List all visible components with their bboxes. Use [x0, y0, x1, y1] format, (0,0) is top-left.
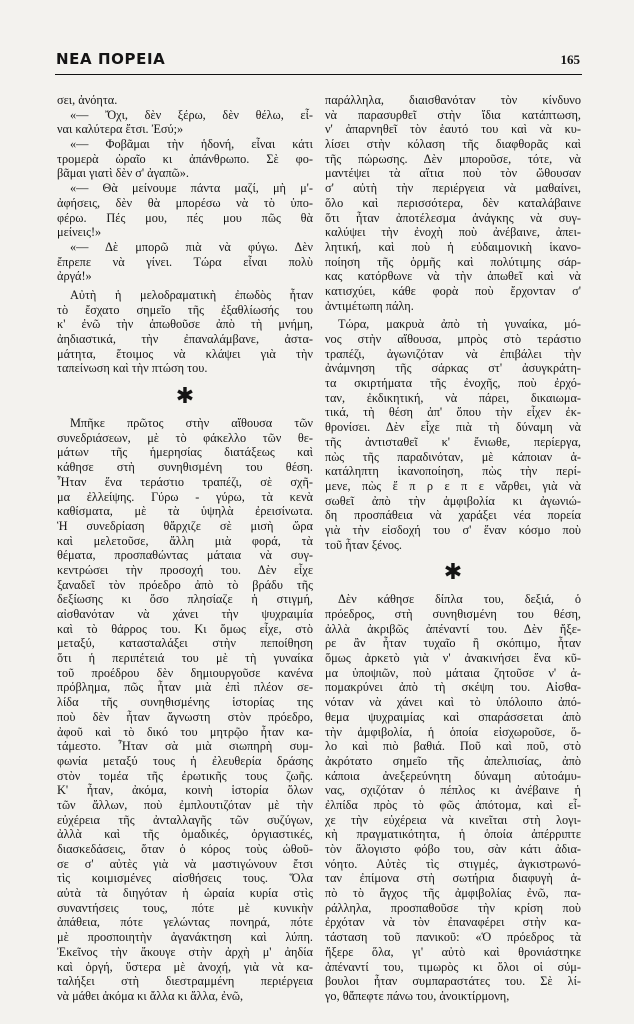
- text-line: τρομερὰ ὡραῖο κι ἀπάνθρωπο. Σὲ φο-: [57, 151, 313, 166]
- text-line: πρόεδρος, στὴ συνηθισμένη του θέση,: [325, 607, 581, 621]
- text-line: μα ὑποψιῶν, ποὺ μάταια ζητοῦσε ν' ἀ-: [325, 665, 581, 680]
- text-line: πομακρύνει ἀπὸ τὴ σκέψη του. Αἰσθα-: [325, 680, 581, 695]
- text-line: ἀηδιαστικά, τὴν ἐπαναλάμβανε, ἀστα-: [57, 332, 313, 346]
- text-line: στὸν τομέα τῆς ἐρωτικῆς τους ζωῆς.: [57, 768, 313, 783]
- text-column-left: [57, 93, 313, 1004]
- text-line: λο καὶ πιὸ βαθιά. Ποῦ καὶ ποῦ, στὸ: [325, 739, 581, 754]
- text-line: καὶ τὸ θάρρος του. Κι ὅμως εἶχε, στὸ: [57, 621, 313, 636]
- text-line: μενε, πὼς ἔ π ρ ε π ε νἄρθει, γιὰ νὰ: [325, 478, 581, 493]
- text-line: ποὺ δὲν ἦταν ἄγνωστη στὸν πρόεδρο,: [57, 709, 313, 724]
- text-line: βουλοι ἦταν συμπαραστάτες του. Σὲ λί-: [325, 974, 581, 989]
- paragraph: [57, 93, 313, 108]
- text-line: κὴ πραγματικότητα, ἡ ὁποία ἀπέρριπτε: [325, 827, 581, 842]
- text-line: καλύψει τὴν ἐνοχὴ ποὺ ἀνέβαινε, ἀπει-: [325, 225, 581, 240]
- paragraph: [325, 592, 581, 1003]
- text-line: Ἐκεῖνος τὴν ἄκουγε στὴν ἀρχὴ μ' ἀηδία: [57, 944, 313, 959]
- text-line: τοῦ προέδρου δὲν δημιουργοῦσε κανένα: [57, 665, 313, 680]
- text-line: φωνία μεταξύ τους ἡ ἐλευθερία δράσης: [57, 753, 313, 768]
- text-line: Κ' ἦταν, ἀκόμα, κοινὴ ἱστορία ὅλων: [57, 783, 313, 798]
- text-line: ἤξερε ὅλα, γι' αὐτὸ καὶ θρονιάστηκε: [325, 944, 581, 959]
- text-line: ἀνάμνηση τῆς σάρκας στ' ἀσυγκράτη-: [325, 361, 581, 376]
- text-line: Μπῆκε πρῶτος στὴν αἴθουσα τῶν: [70, 416, 313, 431]
- text-line: ὅμως ἀρκετὸ γιὰ ν' ἀνακινήσει ἕνα κῦ-: [325, 651, 581, 666]
- text-line: συνεδριάσεων, μὲ τὸ φάκελλο τῶν θε-: [57, 430, 313, 445]
- text-line: ν' ἀπαρνηθεῖ τὸν ἑαυτό του καὶ νὰ κυ-: [325, 122, 581, 137]
- text-line: ἀκρότατο σημεῖο τῆς ἀπελπισίας, ἀπὸ: [325, 753, 581, 768]
- text-line: μα ἐλλείψης. Γύρω - γύρω, τὰ κενὰ: [57, 489, 313, 504]
- text-line: πρόβλημα, πῶς ἦταν μιὰ ἐπὶ πλέον σε-: [57, 680, 313, 695]
- text-line: ταλήξει στὴ διεστραμμένη περιέργεια: [57, 974, 313, 989]
- text-line: πὼς τῆς παραδινόταν, μὲ κάποιαν ἀ-: [325, 449, 581, 464]
- text-line: ἐρχόταν νὰ τὸν ἐπαναφέρει στὴν κα-: [325, 915, 581, 930]
- text-line: θέματα, προσπαθώντας μάταια νὰ συγ-: [57, 548, 313, 563]
- text-line: δεξίωσης κι ὅσο πλησίαζε ἡ στιγμή,: [57, 592, 313, 607]
- text-line: μάτων τῆς ἡμερησίας διατάξεως καὶ: [57, 445, 313, 460]
- text-line: μαντέψει τὰ αἴτια ποὺ τὸν ὤθουσαν: [325, 166, 581, 181]
- paragraph: [57, 181, 313, 240]
- text-line: τὶς κοιμισμένες αἰσθήσεις τους. Ὅλα: [57, 871, 313, 886]
- text-line: «— Θὰ μείνουμε πάντα μαζί, μὴ μ'-: [70, 181, 313, 196]
- text-line: μάτητα, ἕτοιμος νὰ κλάψει γιὰ τὴν: [57, 346, 313, 361]
- text-line: σ' αὐτὴ τὴν περιέργεια νὰ μαθαίνει,: [325, 181, 581, 196]
- text-line: καὶ ὀργή, ὕστερα μὲ ἀνοχή, γιὰ νὰ κα-: [57, 959, 313, 974]
- text-line: δη προσπάθεια νὰ χαράξει νέα πορεία: [325, 508, 581, 523]
- text-line: ὅτι ἡ περιπέτειά του μὲ τὴ γυναίκα: [57, 651, 313, 666]
- text-column-right: [325, 93, 581, 1004]
- paragraph: [57, 137, 313, 181]
- text-line: ἀλλὰ ἀκριβῶς ἀπέναντί του. Δὲν ἤξε-: [325, 621, 581, 636]
- paragraph: [57, 288, 313, 376]
- text-line: τικά, τὴ θέση ἀπ' ὅπου τὴν εἶχεν ἐκ-: [325, 405, 581, 420]
- text-line: ράλληλα, προσπαθοῦσε τὴν κρίση ποὺ: [325, 900, 581, 915]
- text-line: ἀφοῦ καὶ τὸ δικό του μητρῷο ἦταν κα-: [57, 724, 313, 739]
- text-line: νὰ παρασυρθεῖ στὴν ἴδια κατάπτωση,: [325, 107, 581, 122]
- text-line: παράλληλα, διαισθανόταν τὸν κίνδυνο: [325, 93, 581, 107]
- text-line: μεταξύ, κατασταλάξει στὴν πεποίθηση: [57, 636, 313, 651]
- header-rule: [55, 74, 582, 75]
- text-line: ἐλπίδα πρὸς τὸ φῶς ἀπότομα, καὶ εἶ-: [325, 797, 581, 812]
- text-line: Αὐτὴ ἡ μελοδραματικὴ ἐπωδὸς ἦταν: [70, 287, 313, 302]
- text-line: νας, σχιζόταν ὁ πέπλος κι ἀνέβαινε ἡ: [325, 783, 581, 798]
- text-line: Ἡ συνεδρίαση θἄρχιζε σὲ μισὴ ὥρα: [57, 518, 313, 533]
- text-line: κατισχύει, κάθε φορὰ ποὺ ἔρχονταν σ': [325, 283, 581, 298]
- text-line: τὴν ἀμφιβολία, ἡ ὁποία εἰσχωροῦσε, ὅ-: [325, 724, 581, 739]
- text-line: σει, ἀνόητα.: [57, 93, 118, 107]
- text-line: ταν ἐπίμονα στὴ σωτήρια διαφυγὴ ἀ-: [325, 871, 581, 886]
- text-line: καὶ μελετοῦσε, ἄλλη μιὰ φορά, τὰ: [57, 533, 313, 548]
- text-line: τοῦ ἦταν ξένος.: [325, 537, 402, 552]
- text-line: ναι καλύτερα ἔτσι. Ἐσύ;»: [57, 122, 184, 137]
- text-line: ἀπέναντί του, τιμωρὸς κι ὅλοι οἱ σύμ-: [325, 959, 581, 974]
- text-line: κ' ἐνῶ τὴν ἀπωθοῦσε ἀπὸ τὴ μνήμη,: [57, 317, 313, 332]
- paragraph: [325, 93, 581, 313]
- text-line: χε τὴν εὐχέρεια νὰ κινεῖται στὴ λογι-: [325, 812, 581, 827]
- text-line: βᾶμαι γιατὶ δὲν σ' ἀγαπῶ».: [57, 166, 189, 181]
- text-line: θρονίσει. Δὲν εἶχε πιὰ τὴ δύναμη νὰ: [325, 420, 581, 435]
- text-line: «— Ὄχι, δὲν ξέρω, δὲν θέλω, εἶ-: [70, 107, 313, 122]
- text-line: φέρω. Πές μου, πές μου πῶς θὰ: [57, 210, 313, 225]
- text-line: «— Δὲ μπορῶ πιὰ νὰ φύγω. Δὲν: [70, 239, 313, 254]
- text-line: τάμεστο. Ἦταν σὰ μιὰ σιωπηρὴ συμ-: [57, 739, 313, 754]
- text-line: πὸ τὸ ἄγχος τῆς ἀμφιβολίας ἐνῶ, πα-: [325, 886, 581, 901]
- text-line: λίδα τῆς συνηθισμένης ἱστορίας της: [57, 695, 313, 710]
- text-line: Δὲν κάθησε δίπλα του, δεξιά, ὁ: [338, 592, 581, 607]
- text-line: ἀλλὰ καὶ τῆς ὁμαδικές, ὀργιαστικές,: [57, 827, 313, 842]
- text-line: Τώρα, μακρυὰ ἀπὸ τὴ γυναίκα, μό-: [338, 317, 581, 332]
- text-line: καθίσματα, μὲ τὰ ὑψηλὰ ἐρεισίνωτα.: [57, 504, 313, 519]
- page-number: 165: [560, 52, 580, 67]
- paragraph: [57, 240, 313, 284]
- text-line: ταπείνωση καὶ τὴν πτώση του.: [57, 361, 208, 376]
- section-separator: ✱: [443, 559, 463, 585]
- text-line: ξαναδεῖ τὸν πρόεδρο ἀπὸ τὸ βράδυ τῆς: [57, 577, 313, 592]
- text-line: γιὰ τὴν εἰσδοχή του σ' ἕναν κόσμο ποὺ: [325, 522, 581, 537]
- text-line: σωθεῖ ἀπὸ τὴν ἀμφιβολία κι ἀγωνιώ-: [325, 493, 581, 508]
- text-line: τὸ ἔσχατο σημεῖο τῆς ἐξαθλίωσής του: [57, 302, 313, 317]
- text-line: λίσει στὴν κόλαση τῆς διαφθορᾶς καὶ: [325, 137, 581, 152]
- text-line: τῆς ἀντισταθεῖ κ' ἔνιωθε, περίεργα,: [325, 434, 581, 449]
- text-line: κάποια ἀνεξερεύνητη δύναμη αὐτοάμυ-: [325, 768, 581, 783]
- text-line: τάσταση τοῦ πανικοῦ: «Ὁ πρόεδρος τὰ: [325, 930, 581, 945]
- text-line: τῶν ἄλλων, ποὺ ἐμπλουτιζόταν μὲ τὴν: [57, 797, 313, 812]
- text-line: ταν, ἐκδικητική, νὰ πάρει, δικαιωμα-: [325, 390, 581, 405]
- paragraph: [57, 416, 313, 1004]
- text-line: συναντήσεις τους, πότε μὲ κυνικὴν: [57, 900, 313, 915]
- text-line: εὐχέρεια τῆς ἀνταλλαγῆς τῶν συζύγων,: [57, 812, 313, 827]
- text-line: κάθησε στὴ συνηθισμένη του θέση.: [57, 460, 313, 475]
- text-line: ρε ἂν ἦταν τυχαῖο ἢ σκόπιμο, ἦταν: [325, 636, 581, 651]
- text-line: νόταν νὰ χάνει καὶ τὸ ὑπόλοιπο ἀπό-: [325, 695, 581, 710]
- text-line: ἔπρεπε νὰ γίνει. Τώρα εἶναι πολὺ: [57, 254, 313, 269]
- text-line: «— Φοβᾶμαι τὴν ἡδονή, εἶναι κάτι: [70, 137, 313, 152]
- running-title: ΝΕΑ ΠΟΡΕΙΑ: [56, 50, 166, 68]
- text-line: ὅτι ἦταν ἀποτέλεσμα ἀνάγκης νὰ συγ-: [325, 210, 581, 225]
- text-line: μὲ προσποιητὴν ἀγανάκτηση καὶ λύπη.: [57, 930, 313, 945]
- text-line: Ἦταν ἕνα τεράστιο τραπέζι, σὲ σχῆ-: [57, 474, 313, 489]
- text-line: ἀργά!»: [57, 269, 92, 284]
- text-line: θεμα ψυχραιμίας καὶ σπαράσσεται ἀπὸ: [325, 709, 581, 724]
- text-line: νος στὴν αἴθουσα, μπρὸς στὸ τεράστιο: [325, 332, 581, 346]
- text-line: κας κατόρθωνε νὰ τὴν ἀπωθεῖ καὶ νὰ: [325, 269, 581, 284]
- text-line: λητική, καὶ ποὺ ἡ εὐδαιμονικὴ ἱκανο-: [325, 239, 581, 254]
- text-line: τὸν ἄλογιστο φόβο του, σὰν κάτι ἀδια-: [325, 842, 581, 856]
- text-line: διασκεδάσεις, ὅταν ὁ κόρος τοὺς ὠθοῦ-: [57, 842, 313, 856]
- text-line: μείνεις!»: [57, 225, 102, 240]
- text-line: ποίηση τῆς ὁρμῆς καὶ πολύτιμης σάρ-: [325, 254, 581, 269]
- paragraph: [57, 108, 313, 137]
- text-line: τῆς πώρωσης. Δὲν μποροῦσε, τότε, νὰ: [325, 151, 581, 166]
- text-line: ἀπάθεια, πότε γελώντας πονηρά, πότε: [57, 915, 313, 930]
- text-line: νὰ μάθει ἀκόμα κι ἄλλα κι ἄλλα, ἐνῶ,: [57, 988, 244, 1003]
- text-line: αἰσθανόταν νὰ χάνει τὴν ψυχραιμία: [57, 607, 313, 621]
- text-line: σε σ' αὐτὲς γιὰ νὰ μαστιγώνουν ἔτσι: [57, 856, 313, 871]
- text-line: γο, θἄπεφτε πάνω του, ἀνοικτίρμονη,: [325, 988, 510, 1003]
- text-line: τραπέζι, ἀγωνιζόταν νὰ ἐπιβάλει τὴν: [325, 346, 581, 361]
- section-separator: ✱: [175, 383, 195, 409]
- text-line: νόητο. Αὐτὲς τὶς στιγμές, ἀγκιστρωνό-: [325, 856, 581, 871]
- text-line: ἀφήσεις, δὲν θὰ μπορέσω νὰ τὸ ὑπο-: [57, 195, 313, 210]
- text-line: ἀντιμέτωπη πάλη.: [325, 298, 414, 313]
- text-line: ὅλο καὶ περισσότερα, δὲν καταλάβαινε: [325, 195, 581, 210]
- text-line: τα σκιρτήματα τῆς ἐνοχῆς, ποὺ ἐρχό-: [325, 376, 581, 391]
- text-line: αὐτὰ τὰ διηγόταν ἡ ὡραία κυρία στὶς: [57, 886, 313, 901]
- text-line: κατάληπτη ἱκανοποίηση, πὼς τὴν περί-: [325, 464, 581, 479]
- text-line: κεντρώσει τὴν προσοχή του. Δὲν εἶχε: [57, 562, 313, 577]
- paragraph: [325, 317, 581, 552]
